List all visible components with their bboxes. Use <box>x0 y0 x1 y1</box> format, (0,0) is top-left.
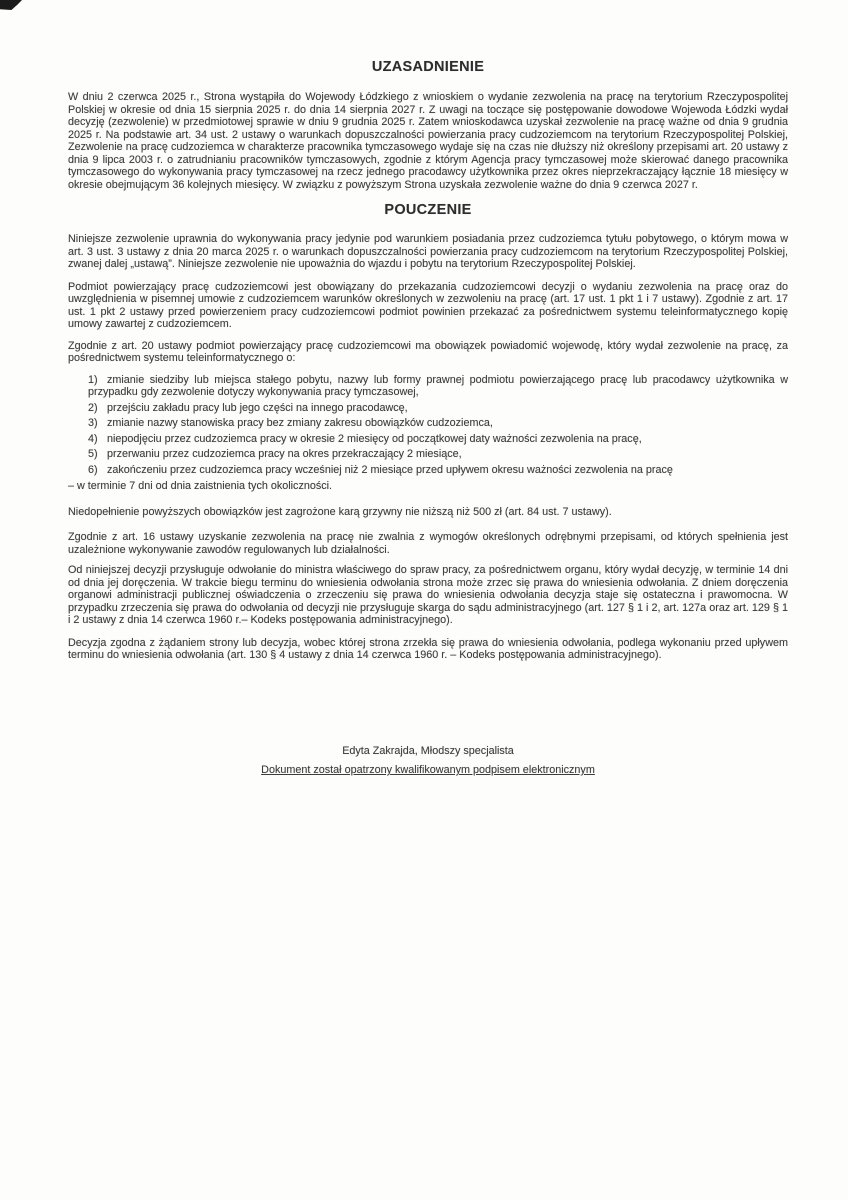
list-item <box>88 417 788 430</box>
list-item <box>88 464 788 477</box>
list-item-text: zakończeniu przez cudzoziemca pracy wcześniej niż 2 miesiące przed upływem okresu ważności zezwolenia na pracę <box>107 463 673 476</box>
notification-obligations-list <box>68 374 788 477</box>
list-item <box>88 433 788 446</box>
notification-intro-paragraph: Zgodnie z art. 20 ustawy podmiot powierzający pracę cudzoziemcowi ma obowiązek powiadomić wojewodę, który wydał zezwolenie na pracę, za pośrednictwem systemu teleinformatycznego o: <box>68 339 788 364</box>
list-item-text: zmianie nazwy stanowiska pracy bez zmiany zakresu obowiązków cudzoziemca, <box>107 417 493 429</box>
signature-block <box>68 745 788 777</box>
list-item-number: 5) <box>88 448 98 460</box>
decision-enforceability-paragraph: Decyzja zgodna z żądaniem strony lub decyzja, wobec której strona zrzekła się prawa do wniesienia odwołania, podlega wykonaniu przed upływem terminu do wniesienia odwołania (art. 130 § 4 ustawy z dnia 14 czerwca 1960 r. – Kodeks postępowania administracyjnego). <box>68 636 788 661</box>
uzasadnienie-paragraph: W dniu 2 czerwca 2025 r., Strona wystąpiła do Wojewody Łódzkiego z wnioskiem o wydanie zezwolenia na pracę na terytorium Rzeczypospolitej Polskiej w okresie od dnia 15 sierpnia 2025 r. do dnia 14 sierpnia 2027 r. Z uwagi na toczące się postępowanie dowodowe Wojewoda Łódzki wydał decyzję (zezwolenie) w przedmiotowej sprawie w dniu 9 grudnia 2025 r. Zatem wnioskodawca uzyskał zezwolenie na pracę ważne od dnia 9 grudnia 2025 r. Na podstawie art. 34 ust. 2 ustawy o warunkach dopuszczalności powierzania pracy cudzoziemcom na terytorium Rzeczypospolitej Polskiej, Zezwolenie na pracę cudzoziemca w charakterze pracownika tymczasowego wydaje się na czas nie dłuższy niż określony przepisami art. 20 ustawy z dnia 9 lipca 2003 r. o zatrudnianiu pracowników tymczasowych, zgodnie z którym Agencja pracy tymczasowej może skierować danego pracownika tymczasowego do wykonywania pracy tymczasowej na rzecz jednego pracodawcy użytkownika przez okres nieprzekraczający łącznie 18 miesięcy w okresie obejmującym 36 kolejnych miesięcy. W związku z powyższym Strona uzyskała zezwolenie ważne do dnia 9 czerwca 2027 r. <box>68 91 788 191</box>
list-item-number: 1) <box>88 373 98 386</box>
list-item-text: zmianie siedziby lub miejsca stałego pobytu, nazwy lub formy prawnej podmiotu powierzającego pracę lub pracodawcy użytkownika w przypadku gdy zezwolenie dotyczy wykonywania pracy tymczasowej, <box>88 373 788 398</box>
electronic-signature-note: Dokument został opatrzony kwalifikowanym podpisem elektronicznym <box>261 764 595 776</box>
list-item <box>88 374 788 399</box>
list-item-text: przejściu zakładu pracy lub jego części na innego pracodawcę, <box>107 401 408 414</box>
list-item-text: niepodjęciu przez cudzoziemca pracy w okresie 2 miesięcy od początkowej daty ważności zezwolenia na pracę, <box>107 432 642 445</box>
list-item <box>88 402 788 415</box>
pouczenie-heading: POUCZENIE <box>384 202 472 218</box>
list-item-number: 6) <box>88 463 98 476</box>
employer-obligations-paragraph: Podmiot powierzający pracę cudzoziemcowi jest obowiązany do przekazania cudzoziemcowi decyzji o wydaniu zezwolenia na pracę oraz do uwzględnienia w pisemnej umowie z cudzoziemcem warunków określonych w zezwoleniu na pracę (art. 17 ust. 1 pkt 1 i 7 ustawy). Zgodnie z art. 17 ust. 1 pkt 2 ustawy przed powierzeniem pracy cudzoziemcowi podmiot powinien przekazać za pośrednictwem systemu teleinformatycznego kopię umowy zawartej z cudzoziemcem. <box>68 280 788 330</box>
appeal-rights-paragraph: Od niniejszej decyzji przysługuje odwołanie do ministra właściwego do spraw pracy, za pośrednictwem organu, który wydał decyzję, w terminie 14 dni od dnia jej doręczenia. W trakcie biegu terminu do wniesienia odwołania strona może zrzec się prawa do wniesienia odwołania. Z dniem doręczenia organowi administracji publicznej oświadczenia o zrzeczeniu się prawa do wniesienia odwołania decyzja staje się ostateczna i prawomocna. W przypadku zrzeczenia się prawa do odwołania od decyzji nie przysługuje skarga do sądu administracyjnego (art. 127 § 1 i 2, art. 127a oraz art. 129 § 1 i 2 ustawy z dnia 14 czerwca 1960 r.– Kodeks postępowania administracyjnego). <box>68 564 788 626</box>
regulated-professions-paragraph: Zgodnie z art. 16 ustawy uzyskanie zezwolenia na pracę nie zwalnia z wymogów określonych odrębnymi przepisami, od których spełnienia jest uzależnione wykonywanie zawodów regulowanych lub działalności. <box>68 531 788 556</box>
uzasadnienie-heading: UZASADNIENIE <box>371 59 485 75</box>
penalty-note: Niedopełnienie powyższych obowiązków jest zagrożone karą grzywny nie niższą niż 500 zł (art. 84 ust. 7 ustawy). <box>68 505 612 518</box>
permit-conditions-paragraph: Niniejsze zezwolenie uprawnia do wykonywania pracy jedynie pod warunkiem posiadania przez cudzoziemca tytułu pobytowego, o którym mowa w art. 3 ust. 3 ustawy z dnia 20 marca 2025 r. o warunkach dopuszczalności powierzania pracy cudzoziemcom na terytorium Rzeczypospolitej Polskiej, zwanej dalej „ustawą”. Niniejsze zezwolenie nie upoważnia do wjazdu i pobytu na terytorium Rzeczypospolitej Polskiej. <box>68 233 788 270</box>
deadline-note: – w terminie 7 dni od dnia zaistnienia tych okoliczności. <box>68 480 333 492</box>
list-item-number: 4) <box>88 432 98 445</box>
list-item-number: 2) <box>88 401 98 414</box>
list-item-text: przerwaniu przez cudzoziemca pracy na okres przekraczający 2 miesiące, <box>107 448 462 460</box>
list-item <box>88 448 788 461</box>
list-item-number: 3) <box>88 417 98 429</box>
signer-name: Edyta Zakrajda, Młodszy specjalista <box>342 744 514 757</box>
